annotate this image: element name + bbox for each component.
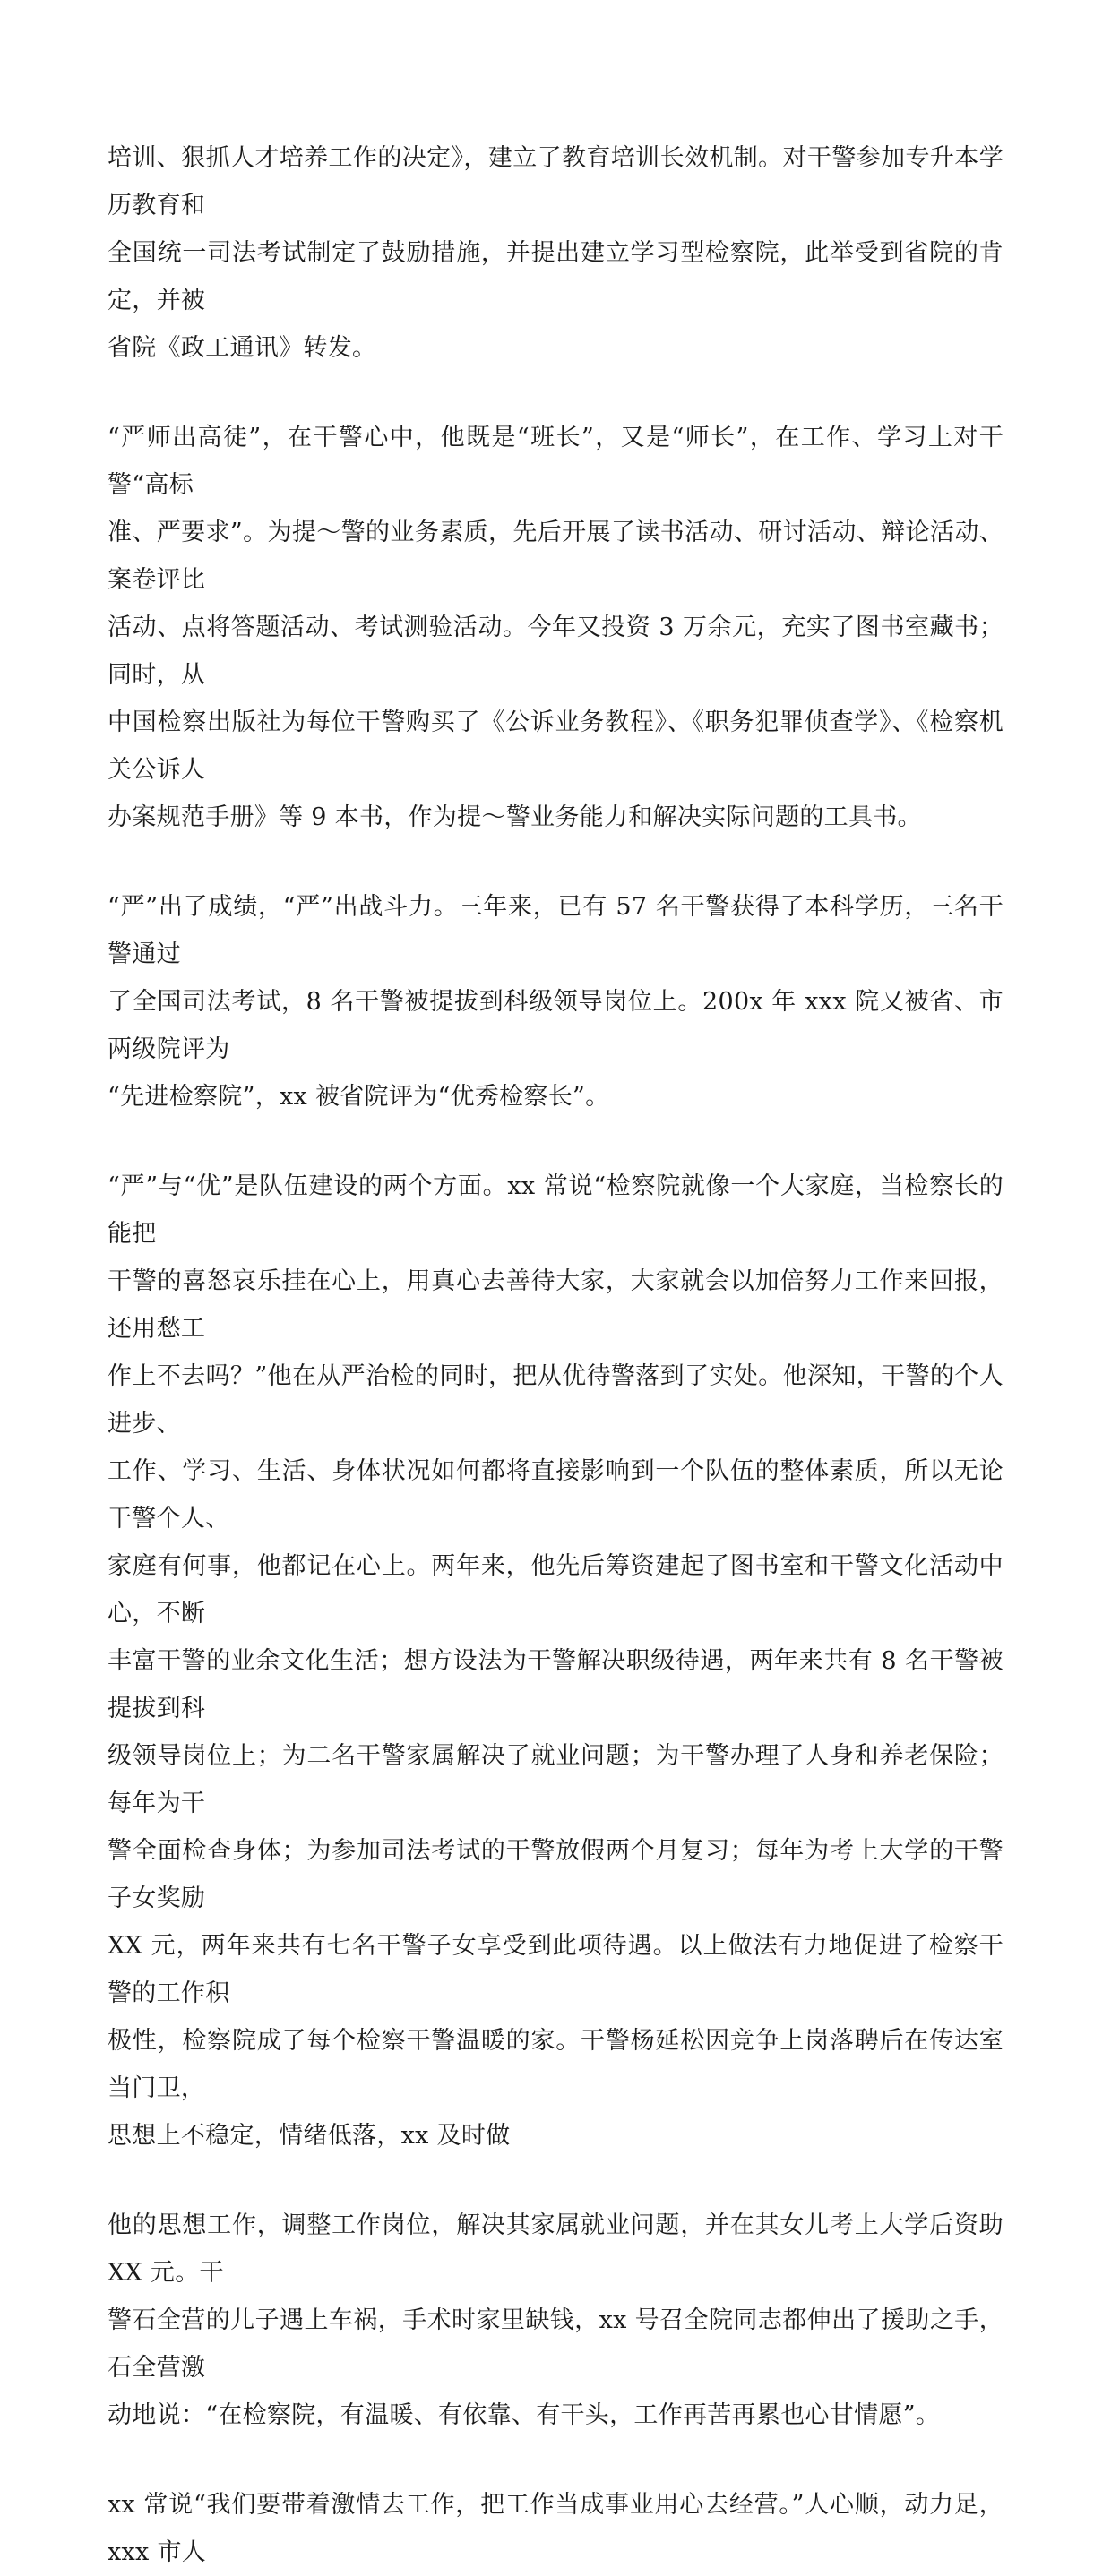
paragraph-2: “严师出高徒”，在干警心中，他既是“班长”，又是“师长”，在工作、学习上对干警“高标 准、严要求”。为提～警的业务素质，先后开展了读书活动、研讨活动、辩论活动、案卷评比 活动、点将答题活动、考试测验活动。今年又投资 3 万余元，充实了图书室藏书；同时，从 中国检察出版社为每位干警购买了《公诉业务教程》、《职务犯罪侦查学》、《检察机关公诉人 办案规范手册》等 9 本书，作为提～警业务能力和解决实际问题的工具书。 <box>108 424 1003 831</box>
paragraph-6: xx 常说“我们要带着激情去工作，把工作当成事业用心去经营。”人心顺，动力足，xxx 市人 <box>108 2491 1003 2566</box>
paragraph-3: “严”出了成绩，“严”出战斗力。三年来，已有 57 名干警获得了本科学历，三名干警通过 了全国司法考试，8 名干警被提拔到科级领导岗位上。200x 年 xxx 院又被省、市两级院评为 “先进检察院”，xx 被省院评为“优秀检察长”。 <box>108 893 1003 1111</box>
paragraph-5: 他的思想工作，调整工作岗位，解决其家属就业问题，并在其女儿考上大学后资助 XX 元。干 警石全营的儿子遇上车祸，手术时家里缺钱，xx 号召全院同志都伸出了援助之手，石全营激 动地说：“在检察院，有温暖、有依靠、有干头，工作再苦再累也心甘情愿”。 <box>108 2211 1003 2429</box>
paragraph-4: “严”与“优”是队伍建设的两个方面。xx 常说“检察院就像一个大家庭，当检察长的能把 干警的喜怒哀乐挂在心上，用真心去善待大家，大家就会以加倍努力工作来回报，还用愁工 作上不去吗？”他在从严治检的同时，把从优待警落到了实处。他深知，干警的个人进步、 工作、学习、生活、身体状况如何都将直接影响到一个队伍的整体素质，所以无论干警个人、 家庭有何事，他都记在心上。两年来，他先后筹资建起了图书室和干警文化活动中心，不断 丰富干警的业余文化生活；想方设法为干警解决职级待遇，两年来共有 8 名干警被提拔到科 级领导岗位上；为二名干警家属解决了就业问题；为干警办理了人身和养老保险；每年为干 警全面检查身体；为参加司法考试的干警放假两个月复习；每年为考上大学的干警子女奖励 XX 元，两年来共有七名干警子女享受到此项待遇。以上做法有力地促进了检察干警的工作积 极性，检察院成了每个检察干警温暖的家。干警杨延松因竞争上岗落聘后在传达室当门卫， 思想上不稳定，情绪低落，xx 及时做 <box>108 1172 1003 2150</box>
paragraph-1: 培训、狠抓人才培养工作的决定》，建立了教育培训长效机制。对干警参加专升本学历教育和 全国统一司法考试制定了鼓励措施，并提出建立学习型检察院，此举受到省院的肯定，并被 省院《政工通讯》转发。 <box>108 144 1003 362</box>
document-page <box>108 134 1003 2576</box>
